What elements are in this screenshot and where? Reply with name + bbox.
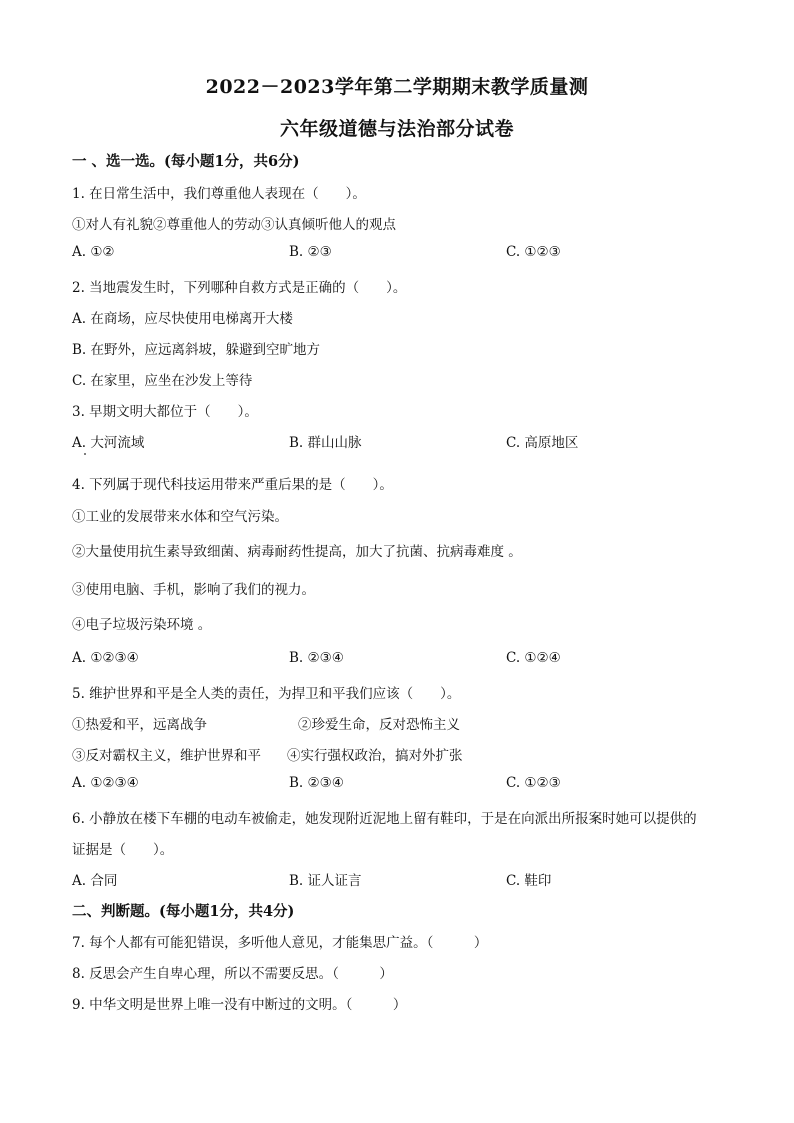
q2-option-c: C. 在家里，应坐在沙发上等待 [72,373,253,389]
q2-option-a: A. 在商场，应尽快使用电梯离开大楼 [72,311,293,327]
q6-option-a: A. 合同 [72,873,118,889]
q3-option-b: B. 群山山脉 [289,435,362,451]
q5-option-a: A. ①②③④ [72,775,139,791]
q1-option-c: C. ①②③ [506,244,561,260]
q5-option-b: B. ②③④ [289,775,344,791]
stray-dot-mark [84,453,86,455]
section1-heading: 一 、选一选。(每小题1分，共6分) [72,153,300,170]
q4-option-c: C. ①②④ [506,650,561,666]
q1-stem: 1. 在日常生活中，我们尊重他人表现在（ ）。 [72,186,366,202]
q3-stem: 3. 早期文明大都位于（ ）。 [72,404,258,420]
q5-stem: 5. 维护世界和平是全人类的责任，为捍卫和平我们应该（ ）。 [72,686,461,702]
q2-option-b: B. 在野外，应远离斜坡，躲避到空旷地方 [72,342,321,358]
exam-title-line1: 2022－2023学年第二学期期末教学质量测 [205,76,589,98]
q8-statement: 8. 反思会产生自卑心理，所以不需要反思。（ ） [72,966,393,982]
q2-stem: 2. 当地震发生时，下列哪种自救方式是正确的（ ）。 [72,280,407,296]
q5-item-2: ②珍爱生命，反对恐怖主义 [298,717,460,733]
q9-statement: 9. 中华文明是世界上唯一没有中断过的文明。（ ） [72,997,407,1013]
q1-items: ①对人有礼貌②尊重他人的劳动③认真倾听他人的观点 [72,217,396,233]
q4-item-2: ②大量使用抗生素导致细菌、病毒耐药性提高，加大了抗菌、抗病毒难度 。 [72,544,522,560]
q7-statement: 7. 每个人都有可能犯错误，多听他人意见，才能集思广益。（ ） [72,935,488,951]
section2-heading: 二、判断题。(每小题1分，共4分) [72,903,295,920]
q6-stem-line2: 证据是（ ）。 [72,842,174,858]
q4-option-a: A. ①②③④ [72,650,139,666]
q5-option-c: C. ①②③ [506,775,561,791]
q6-stem-line1: 6. 小静放在楼下车棚的电动车被偷走，她发现附近泥地上留有鞋印，于是在向派出所报案时她可以提供的 [72,811,697,827]
q4-item-3: ③使用电脑、手机，影响了我们的视力。 [72,582,315,598]
q4-stem: 4. 下列属于现代科技运用带来严重后果的是（ ）。 [72,477,393,493]
q5-item-1: ①热爱和平，远离战争 [72,717,207,733]
q3-option-c: C. 高原地区 [506,435,579,451]
q1-option-a: A. ①② [72,244,115,260]
exam-title-line2: 六年级道德与法治部分试卷 [279,118,514,140]
q6-option-c: C. 鞋印 [506,873,552,889]
q4-option-b: B. ②③④ [289,650,344,666]
q1-option-b: B. ②③ [289,244,332,260]
q3-option-a: A. 大河流域 [72,435,145,451]
q6-option-b: B. 证人证言 [289,873,362,889]
q4-item-1: ①工业的发展带来水体和空气污染。 [72,509,288,525]
q5-item-4: ④实行强权政治，搞对外扩张 [287,748,463,764]
q4-item-4: ④电子垃圾污染环境 。 [72,617,212,633]
q5-item-3: ③反对霸权主义，维护世界和平 [72,748,261,764]
